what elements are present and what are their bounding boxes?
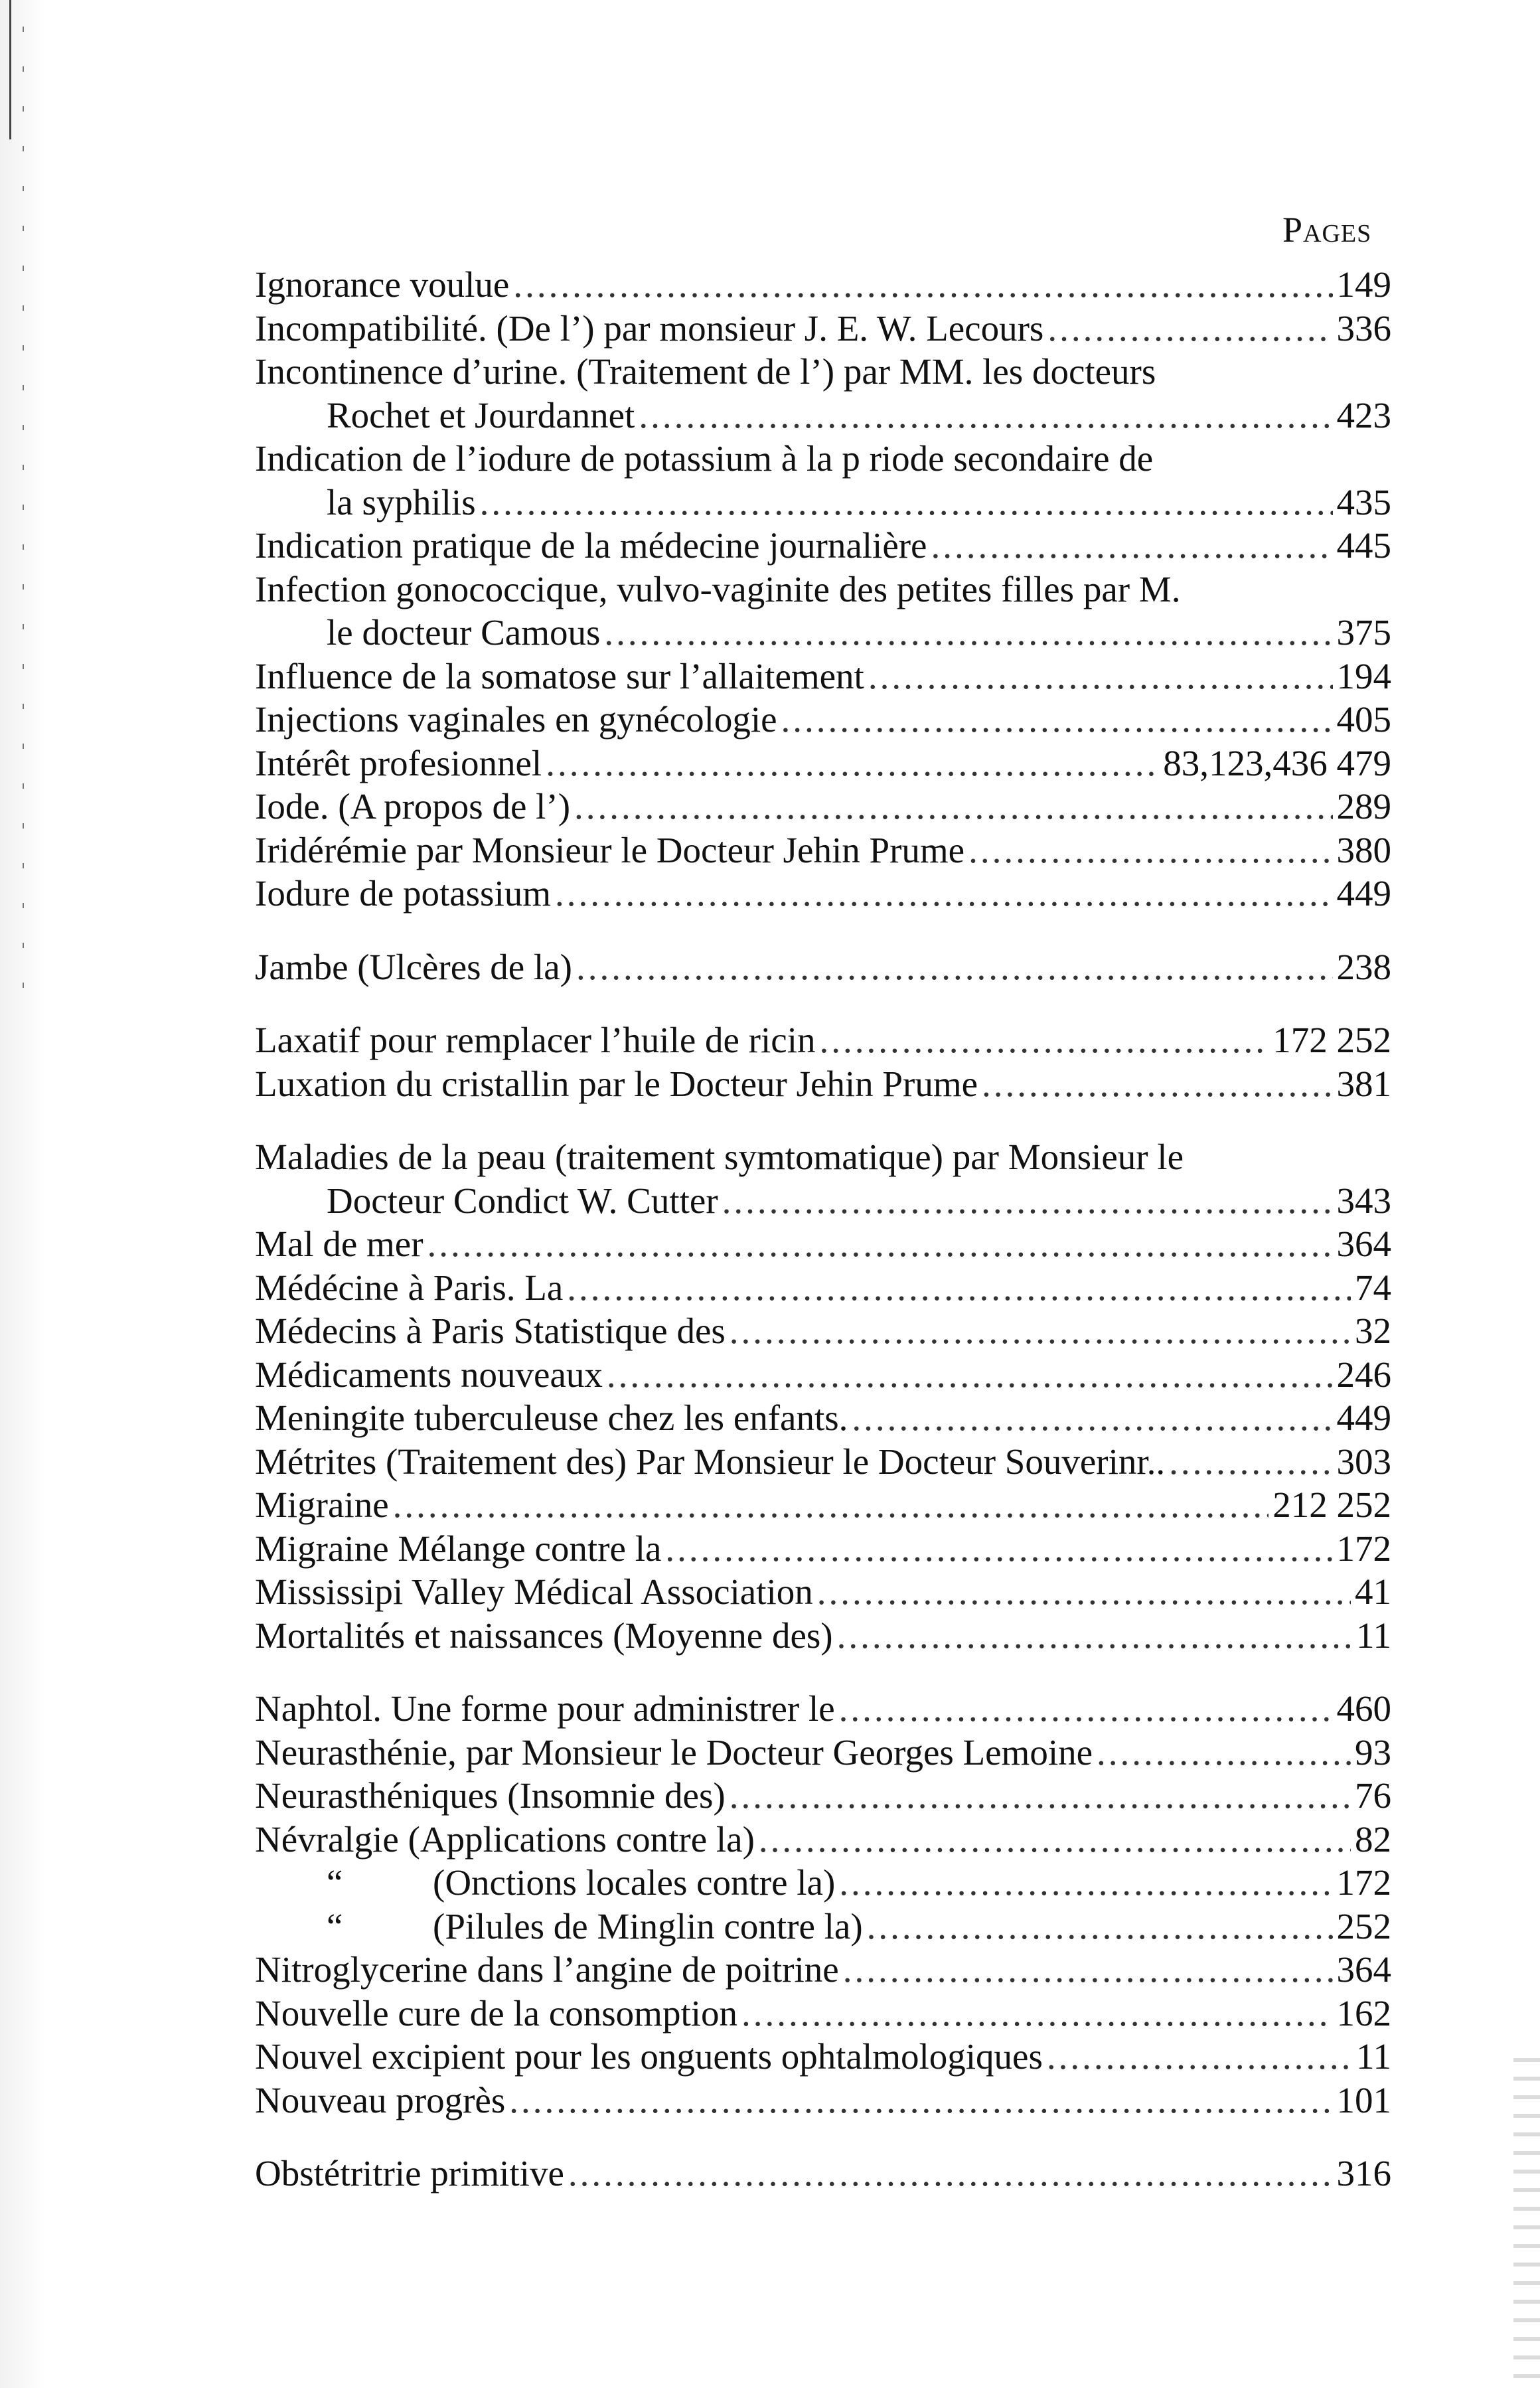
index-entry: Neurasthénie, par Monsieur le Docteur Georges Lemoine ..... 93	[255, 1731, 1391, 1775]
section-gap	[255, 989, 1391, 1018]
index-entry: Iode. (A propos de l’) ..... 289	[255, 785, 1391, 829]
index-entry: Névralgie (Applications contre la) ..... 82	[255, 1818, 1391, 1862]
section-gap	[255, 2122, 1391, 2152]
index-entry: Médécine à Paris. La ..... 74	[255, 1266, 1391, 1310]
index-list	[255, 263, 1391, 2195]
index-entry-continuation: Docteur Condict W. Cutter ..... 343	[255, 1179, 1391, 1223]
index-entry: Laxatif pour remplacer l’huile de ricin ..... 172 252	[255, 1018, 1391, 1062]
index-entry: Ignorance voulue ..... 149	[255, 263, 1391, 307]
index-entry-continuation: le docteur Camous ..... 375	[255, 611, 1391, 655]
section-gap	[255, 1657, 1391, 1687]
index-entry: Neurasthéniques (Insomnie des) ..... 76	[255, 1774, 1391, 1818]
index-entry: Injections vaginales en gynécologie ..... 405	[255, 698, 1391, 742]
index-entry: Iodure de potassium ..... 449	[255, 872, 1391, 915]
scan-right-edge	[1513, 2058, 1540, 2388]
index-entry: Luxation du cristallin par le Docteur Jehin Prume ..... 381	[255, 1062, 1391, 1106]
pages-column-header: Pages	[1282, 210, 1372, 250]
index-entry-continuation: Rochet et Jourdannet ..... 423	[255, 394, 1391, 438]
index-entry: Médecins à Paris Statistique des ..... 32	[255, 1309, 1391, 1353]
index-entry: Mal de mer ..... 364	[255, 1222, 1391, 1266]
ditto-mark: “	[327, 1905, 343, 1947]
index-entry: Obstétritrie primitive ..... 316	[255, 2152, 1391, 2195]
index-entry: Influence de la somatose sur l’allaitement ..... 194	[255, 655, 1391, 698]
index-entry: Nouveau progrès ..... 101	[255, 2079, 1391, 2122]
index-entry: Maladies de la peau (traitement symtomatique) par Monsieur le	[255, 1137, 1184, 1177]
index-entry: Nouvel excipient pour les onguents ophtalmologiques ..... 11	[255, 2035, 1391, 2079]
index-entry-ditto: “ (Pilules de Minglin contre la) ..... 252	[255, 1905, 1391, 1949]
index-entry: Indication pratique de la médecine journalière ..... 445	[255, 524, 1391, 568]
index-entry: Meningite tuberculeuse chez les enfants. ..... 449	[255, 1396, 1391, 1440]
index-entry: Nitroglycerine dans l’angine de poitrine ..... 364	[255, 1948, 1391, 1992]
index-entry: Iridérémie par Monsieur le Docteur Jehin Prume ..... 380	[255, 829, 1391, 872]
index-entry-ditto: “ (Onctions locales contre la) ..... 172	[255, 1861, 1391, 1905]
ditto-mark: “	[327, 1862, 343, 1903]
index-entry: Mortalités et naissances (Moyenne des) ..... 11	[255, 1614, 1391, 1658]
index-entry-continuation: la syphilis ..... 435	[255, 481, 1391, 524]
index-entry: Incompatibilité. (De l’) par monsieur J. E. W. Lecours ..... 336	[255, 307, 1391, 351]
index-entry: Métrites (Traitement des) Par Monsieur le Docteur Souverinr.. ..... 303	[255, 1440, 1391, 1484]
index-entry: Intérêt profesionnel ..... 83,123,436 479	[255, 742, 1391, 785]
index-entry: Médicaments nouveaux ..... 246	[255, 1353, 1391, 1397]
section-gap	[255, 1105, 1391, 1135]
scan-binding-edge	[0, 0, 46, 2388]
index-entry: Indication de l’iodure de potassium à la p riode secondaire de	[255, 438, 1154, 479]
index-entry: Jambe (Ulcères de la) ..... 238	[255, 945, 1391, 989]
index-entry: Naphtol. Une forme pour administrer le ..... 460	[255, 1687, 1391, 1731]
index-entry: Incontinence d’urine. (Traitement de l’) par MM. les docteurs	[255, 351, 1156, 392]
index-entry: Migraine ..... 212 252	[255, 1483, 1391, 1527]
index-entry: Migraine Mélange contre la ..... 172	[255, 1527, 1391, 1571]
index-entry: Mississipi Valley Médical Association ..... 41	[255, 1570, 1391, 1614]
index-entry: Infection gonococcique, vulvo-vaginite des petites filles par M.	[255, 568, 1181, 609]
index-entry: Nouvelle cure de la consomption ..... 162	[255, 1992, 1391, 2035]
section-gap	[255, 915, 1391, 945]
